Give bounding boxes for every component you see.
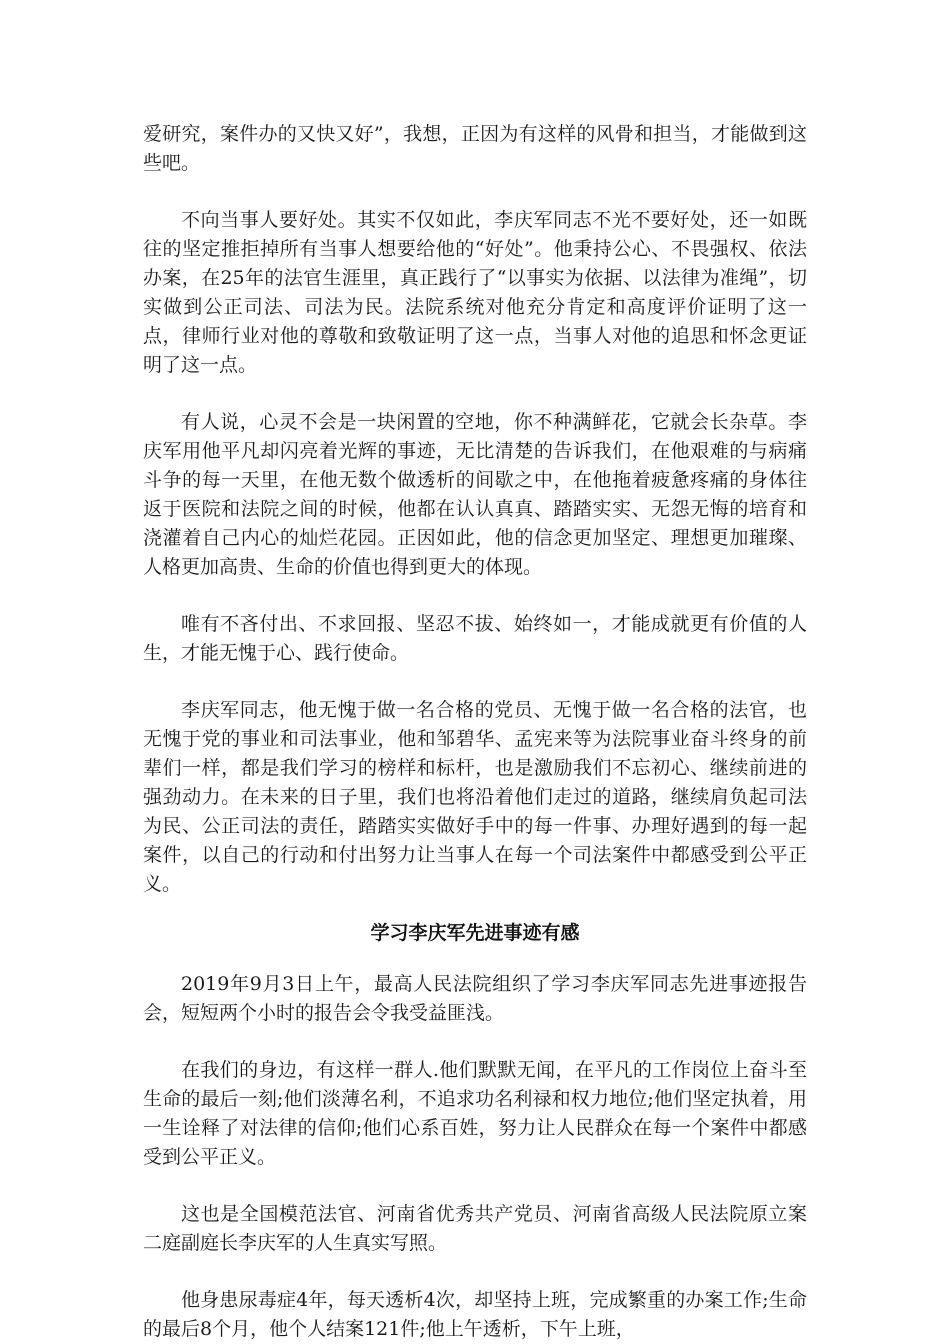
document-body [143, 120, 807, 1344]
section-heading: 学习李庆军先进事迹有感 [370, 922, 580, 944]
paragraph: 唯有不吝付出、不求回报、坚忍不拔、始终如一，才能成就更有价值的人生，才能无愧于心、践行使命。 [143, 613, 807, 664]
paragraph: 李庆军同志，他无愧于做一名合格的党员、无愧于做一名合格的法官，也无愧于党的事业和司法事业，他和邹碧华、孟宪来等为法院事业奋斗终身的前辈们一样，都是我们学习的榜样和标杆，也是激励我们不忘初心、继续前进的强劲动力。在未来的日子里，我们也将沿着他们走过的道路，继续肩负起司法为民、公正司法的责任，踏踏实实做好手中的每一件事、办理好遇到的每一起案件，以自己的行动和付出努力让当事人在每一个司法案件中都感受到公平正义。 [143, 699, 807, 895]
paragraph: 在我们的身边，有这样一群人.他们默默无闻，在平凡的工作岗位上奋斗至生命的最后一刻;他们淡薄名利，不追求功名利禄和权力地位;他们坚定执着，用一生诠释了对法律的信仰;他们心系百姓，努力让人民群众在每一个案件中都感受到公平正义。 [143, 1059, 807, 1168]
paragraph: 不向当事人要好处。其实不仅如此，李庆军同志不光不要好处，还一如既往的坚定推拒掉所有当事人想要给他的“好处”。他秉持公心、不畏强权、依法办案，在25年的法官生涯里，真正践行了“以事实为依据、以法律为准绳”，切实做到公正司法、司法为民。法院系统对他充分肯定和高度评价证明了这一点，律师行业对他的尊敬和致敬证明了这一点，当事人对他的追思和怀念更证明了这一点。 [143, 209, 807, 376]
paragraph: 他身患尿毒症4年，每天透析4次，却坚持上班，完成繁重的办案工作;生命的最后8个月，他个人结案121件;他上午透析，下午上班， [143, 1289, 807, 1340]
paragraph: 有人说，心灵不会是一块闲置的空地，你不种满鲜花，它就会长杂草。李庆军用他平凡却闪亮着光辉的事迹，无比清楚的告诉我们，在他艰难的与病痛斗争的每一天里，在他无数个做透析的间歇之中，在他拖着疲惫疼痛的身体往返于医院和法院之间的时候，他都在认认真真、踏踏实实、无怨无悔的培育和浇灌着自己内心的灿烂花园。正因如此，他的信念更加坚定、理想更加璀璨、人格更加高贵、生命的价值也得到更大的体现。 [143, 411, 807, 578]
paragraph: 爱研究，案件办的又快又好”，我想，正因为有这样的风骨和担当，才能做到这些吧。 [143, 123, 807, 174]
paragraph: 这也是全国模范法官、河南省优秀共产党员、河南省高级人民法院原立案二庭副庭长李庆军的人生真实写照。 [143, 1203, 807, 1254]
paragraph: 2019年9月3日上午，最高人民法院组织了学习李庆军同志先进事迹报告会，短短两个小时的报告会令我受益匪浅。 [143, 973, 807, 1024]
